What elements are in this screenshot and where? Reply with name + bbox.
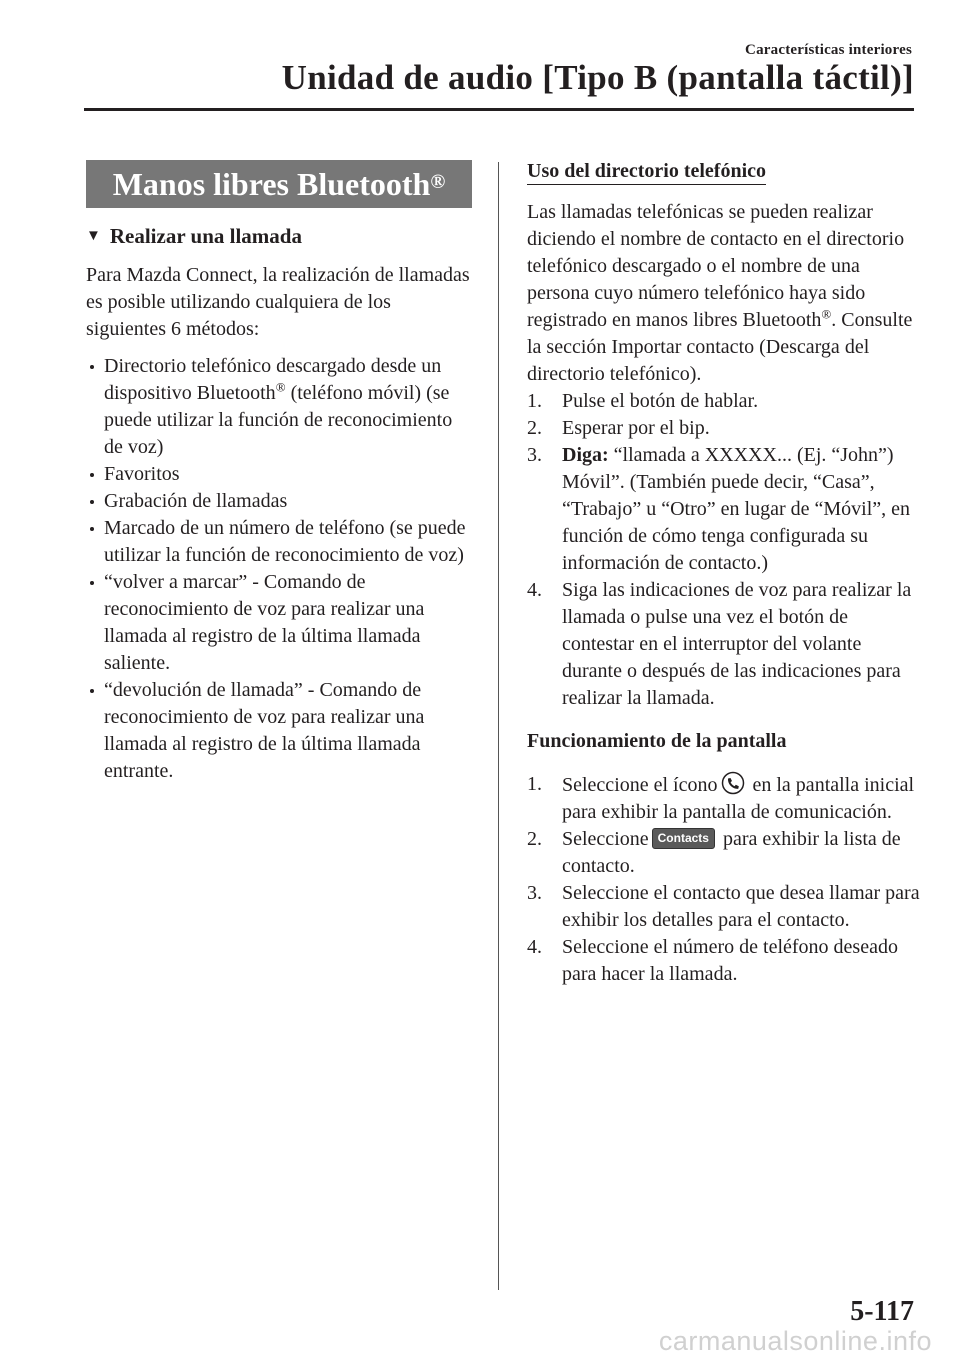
column-divider	[498, 162, 499, 1290]
subheading	[86, 224, 472, 249]
list-item: “devolución de llamada” - Comando de reconocimiento de voz para realizar una llamada al registro de la última llamada entrante.	[86, 677, 472, 785]
list-item: Favoritos	[86, 461, 472, 488]
screen-steps	[527, 771, 922, 988]
phonebook-intro: Las llamadas telefónicas se pueden realizar diciendo el nombre de contacto en el directorio telefónico descargado o el nombre de una persona cuyo número telefónico haya sido registrado en manos libres Bluetooth®. Consulte la sección Importar contacto (Descarga del directorio telefónico).	[527, 201, 913, 385]
screen-heading: Funcionamiento de la pantalla	[527, 730, 787, 752]
section-banner	[86, 160, 472, 208]
banner-text: Manos libres Bluetooth	[112, 165, 431, 202]
voice-steps	[527, 388, 922, 712]
triangle-marker-icon: ▼	[86, 228, 101, 244]
list-item: 2. Seleccione Contacts para exhibir la lista de contacto.	[527, 828, 901, 877]
watermark: carmanualsonline.info	[658, 1326, 932, 1356]
methods-list	[86, 353, 472, 785]
page-title: Unidad de audio [Tipo B (pantalla táctil)]	[281, 58, 914, 97]
right-column	[527, 160, 922, 988]
list-item: 4. Seleccione el número de teléfono deseado para hacer la llamada.	[527, 936, 898, 985]
list-item: Directorio telefónico descargado desde un dispositivo Bluetooth® (teléfono móvil) (se puede utilizar la función de reconocimiento de voz)	[86, 353, 472, 461]
phonebook-heading: Uso del directorio telefónico	[527, 160, 766, 185]
subheading-text: Realizar una llamada	[109, 224, 302, 248]
page-number: 5-117	[850, 1296, 914, 1327]
list-item: Grabación de llamadas	[86, 488, 472, 515]
list-item: 3. Seleccione el contacto que desea llamar para exhibir los detalles para el contacto.	[527, 882, 920, 931]
header-rule	[84, 108, 914, 111]
section-label: Características interiores	[745, 42, 912, 58]
list-item: Marcado de un número de teléfono (se puede utilizar la función de reconocimiento de voz)	[86, 515, 472, 569]
registered-mark: ®	[821, 306, 832, 322]
registered-mark: ®	[430, 170, 446, 193]
list-item: 2. Esperar por el bip.	[527, 417, 710, 439]
list-item: 1. Seleccione el ícono en la pantalla inicial para exhibir la pantalla de comunicación.	[527, 773, 915, 823]
phone-icon	[720, 771, 746, 795]
left-column	[86, 160, 472, 785]
registered-mark: ®	[275, 379, 286, 395]
contacts-button: Contacts	[652, 828, 715, 849]
intro-paragraph: Para Mazda Connect, la realización de llamadas es posible utilizando cualquiera de los siguientes 6 métodos:	[86, 264, 470, 340]
list-item: “volver a marcar” - Comando de reconocimiento de voz para realizar una llamada al registro de la última llamada saliente.	[86, 569, 472, 677]
list-item: 4. Siga las indicaciones de voz para realizar la llamada o pulse una vez el botón de contestar en el interruptor del volante durante o después de las indicaciones para realizar la llamada.	[527, 579, 912, 709]
list-item: 3. Diga: “llamada a XXXXX... (Ej. “John”) Móvil”. (También puede decir, “Casa”, “Trabajo” u “Otro” en lugar de “Móvil”, en función de cómo tenga configurada su información de contacto.)	[527, 444, 911, 574]
list-item: 1. Pulse el botón de hablar.	[527, 390, 759, 412]
